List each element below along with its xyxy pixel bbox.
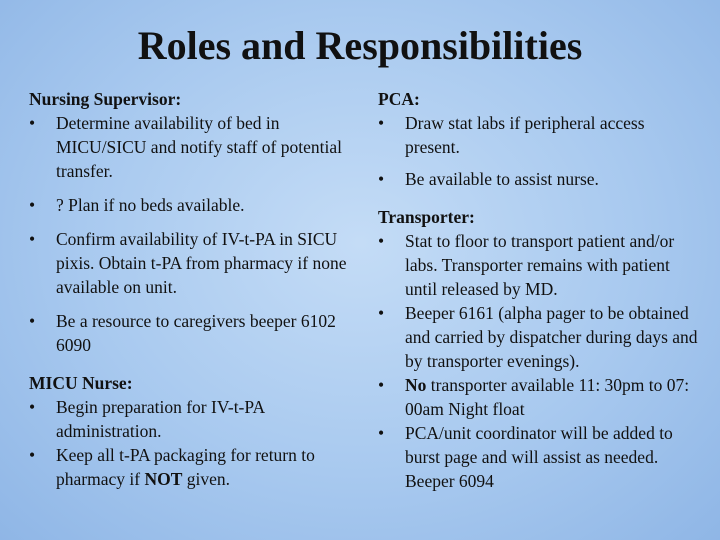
list-item xyxy=(29,395,349,443)
list-item-text: PCA/unit coordinator will be added to burst page and will assist as needed. Beeper 6094 xyxy=(405,423,673,491)
bullet-icon: • xyxy=(29,311,36,331)
list-item xyxy=(29,111,349,183)
emphasis-text: No xyxy=(405,375,427,395)
list-item-text: Draw stat labs if peripheral access present. xyxy=(405,113,645,157)
right-column xyxy=(378,87,698,493)
list-item xyxy=(29,309,349,357)
list-item-text: Beeper 6161 (alpha pager to be obtained and carried by dispatcher during days and by transporter evenings). xyxy=(405,303,698,371)
list-item xyxy=(29,227,349,299)
nursing-supervisor-heading: Nursing Supervisor: xyxy=(29,89,182,109)
bullet-icon: • xyxy=(378,303,385,323)
bullet-icon: • xyxy=(29,445,36,465)
list-item xyxy=(29,443,349,491)
list-item-text: Be available to assist nurse. xyxy=(405,169,599,189)
bullet-icon: • xyxy=(29,195,36,215)
bullet-icon: • xyxy=(378,231,385,251)
emphasis-text: NOT xyxy=(144,469,183,489)
list-item-text: Stat to floor to transport patient and/or labs. Transporter remains with patient until released by MD. xyxy=(405,231,675,299)
bullet-icon: • xyxy=(378,113,385,133)
left-column xyxy=(29,87,349,491)
bullet-icon: • xyxy=(29,397,36,417)
list-item xyxy=(29,193,349,217)
list-item xyxy=(378,301,698,373)
bullet-icon: • xyxy=(29,229,36,249)
list-item xyxy=(378,167,698,191)
list-item xyxy=(378,373,698,421)
transporter-heading: Transporter: xyxy=(378,207,475,227)
list-item-text: Begin preparation for IV-t-PA administration. xyxy=(56,397,265,441)
micu-nurse-heading: MICU Nurse: xyxy=(29,373,133,393)
list-item xyxy=(378,229,698,301)
list-item-text: ? Plan if no beds available. xyxy=(56,195,245,215)
bullet-icon: • xyxy=(378,375,385,395)
list-item xyxy=(378,421,698,493)
list-item-text: No transporter available 11: 30pm to 07: 00am Night float xyxy=(405,375,690,419)
bullet-icon: • xyxy=(378,423,385,443)
page-title: Roles and Responsibilities xyxy=(137,23,583,68)
list-item-text: Be a resource to caregivers beeper 6102 6090 xyxy=(56,311,336,355)
list-item-text: Keep all t-PA packaging for return to pharmacy if NOT given. xyxy=(56,445,315,489)
list-item-text: Confirm availability of IV-t-PA in SICU pixis. Obtain t-PA from pharmacy if none available on unit. xyxy=(56,229,347,297)
bullet-icon: • xyxy=(29,113,36,133)
bullet-icon: • xyxy=(378,169,385,189)
list-item xyxy=(378,111,698,159)
pca-heading: PCA: xyxy=(378,89,420,109)
list-item-text: Determine availability of bed in MICU/SICU and notify staff of potential transfer. xyxy=(56,113,342,181)
